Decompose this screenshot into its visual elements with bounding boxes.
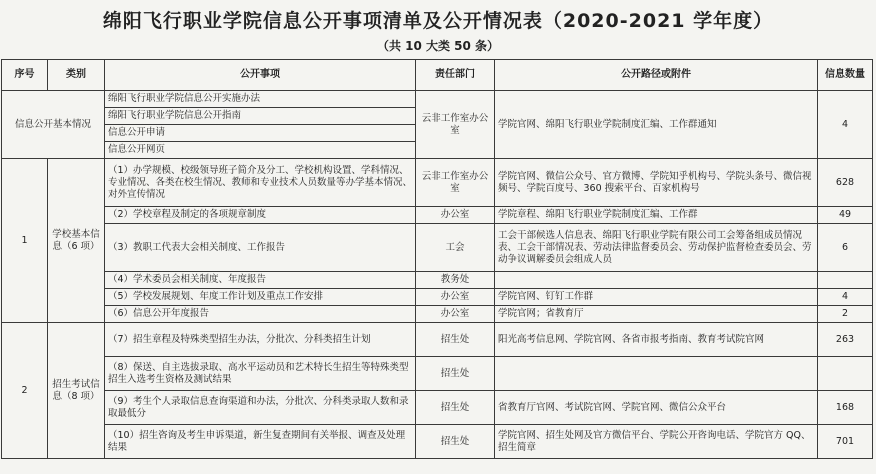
- item-cell: （9）考生个人录取信息查询渠道和办法，分批次、分科类录取人数和录取最低分: [105, 391, 416, 425]
- item-cell: （8）保送、自主选拔录取、高水平运动员和艺术特长生招生等特殊类型招生入选考生资格及测试结果: [105, 357, 416, 391]
- item-cell: 信息公开网页: [105, 142, 416, 159]
- dept-cell: 招生处: [416, 425, 495, 459]
- count-cell: 628: [818, 159, 873, 207]
- item-cell: 信息公开申请: [105, 125, 416, 142]
- table-header-row: [2, 60, 873, 91]
- count-cell: 4: [818, 91, 873, 159]
- path-cell: 学院官网；省教育厅: [495, 306, 818, 323]
- count-cell: 263: [818, 323, 873, 357]
- dept-cell: 招生处: [416, 323, 495, 357]
- header-item: 公开事项: [105, 60, 416, 91]
- item-cell: （5）学校发展规划、年度工作计划及重点工作安排: [105, 289, 416, 306]
- page-subtitle: （共 10 大类 50 条）: [376, 39, 500, 53]
- table-row: [2, 289, 873, 306]
- path-cell: 学院官网、招生处网及官方微信平台、学院公开咨询电话、学院官方 QQ、招生简章: [495, 425, 818, 459]
- header-path: 公开路径或附件: [495, 60, 818, 91]
- item-cell: （2）学校章程及制定的各项规章制度: [105, 207, 416, 224]
- table-row: [2, 391, 873, 425]
- header-category: 类别: [48, 60, 105, 91]
- table-row: [2, 91, 873, 108]
- dept-cell: 招生处: [416, 357, 495, 391]
- item-cell: （6）信息公开年度报告: [105, 306, 416, 323]
- dept-cell: 招生处: [416, 391, 495, 425]
- path-cell: 学院官网、微信公众号、官方微博、学院知乎机构号、学院头条号、微信视频号、学院百度号、360 搜索平台、百家机构号: [495, 159, 818, 207]
- path-cell: 学院官网、绵阳飞行职业学院制度汇编、工作群通知: [495, 91, 818, 159]
- path-cell: 工会干部候选人信息表、绵阳飞行职业学院有限公司工会筹备组成员情况表、工会干部情况表、劳动法律监督委员会、劳动保护监督检查委员会、劳动争议调解委员会组成人员: [495, 224, 818, 272]
- table-row: [2, 159, 873, 207]
- table-row: [2, 272, 873, 289]
- seq-cell: 1: [2, 159, 48, 323]
- category-cell: 信息公开基本情况: [2, 91, 105, 159]
- dept-cell: 教务处: [416, 272, 495, 289]
- dept-cell: 云非工作室办公室: [416, 91, 495, 159]
- header-dept: 责任部门: [416, 60, 495, 91]
- count-cell: 49: [818, 207, 873, 224]
- table-row: [2, 306, 873, 323]
- dept-cell: 云非工作室办公室: [416, 159, 495, 207]
- item-cell: 绵阳飞行职业学院信息公开指南: [105, 108, 416, 125]
- count-cell: 6: [818, 224, 873, 272]
- item-cell: （7）招生章程及特殊类型招生办法，分批次、分科类招生计划: [105, 323, 416, 357]
- count-cell: 168: [818, 391, 873, 425]
- seq-cell: 2: [2, 323, 48, 459]
- dept-cell: 办公室: [416, 306, 495, 323]
- category-cell: 学校基本信息（6 项）: [48, 159, 105, 323]
- count-cell: 4: [818, 289, 873, 306]
- path-cell: 学院官网、钉钉工作群: [495, 289, 818, 306]
- item-cell: （4）学术委员会相关制度、年度报告: [105, 272, 416, 289]
- item-cell: 绵阳飞行职业学院信息公开实施办法: [105, 91, 416, 108]
- item-cell: （10）招生咨询及考生申诉渠道，新生复查期间有关举报、调查及处理结果: [105, 425, 416, 459]
- count-cell: [818, 357, 873, 391]
- path-cell: [495, 272, 818, 289]
- item-cell: （1）办学规模、校级领导班子简介及分工、学校机构设置、学科情况、专业情况、各类在校生情况、教师和专业技术人员数量等办学基本情况、对外宣传情况: [105, 159, 416, 207]
- disclosure-table: [1, 59, 873, 459]
- path-cell: 省教育厅官网、考试院官网、学院官网、微信公众平台: [495, 391, 818, 425]
- count-cell: 701: [818, 425, 873, 459]
- table-row: [2, 425, 873, 459]
- item-cell: （3）教职工代表大会相关制度、工作报告: [105, 224, 416, 272]
- dept-cell: 办公室: [416, 289, 495, 306]
- path-cell: 阳光高考信息网、学院官网、各省市报考指南、教育考试院官网: [495, 323, 818, 357]
- table-row: [2, 357, 873, 391]
- table-row: [2, 207, 873, 224]
- dept-cell: 办公室: [416, 207, 495, 224]
- header-count: 信息数量: [818, 60, 873, 91]
- count-cell: [818, 272, 873, 289]
- dept-cell: 工会: [416, 224, 495, 272]
- table-row: [2, 224, 873, 272]
- table-row: [2, 323, 873, 357]
- path-cell: [495, 357, 818, 391]
- path-cell: 学院章程、绵阳飞行职业学院制度汇编、工作群: [495, 207, 818, 224]
- count-cell: 2: [818, 306, 873, 323]
- page-title: 绵阳飞行职业学院信息公开事项清单及公开情况表（2020-2021 学年度）: [102, 10, 774, 32]
- category-cell: 招生考试信息（8 项）: [48, 323, 105, 459]
- header-seq: 序号: [2, 60, 48, 91]
